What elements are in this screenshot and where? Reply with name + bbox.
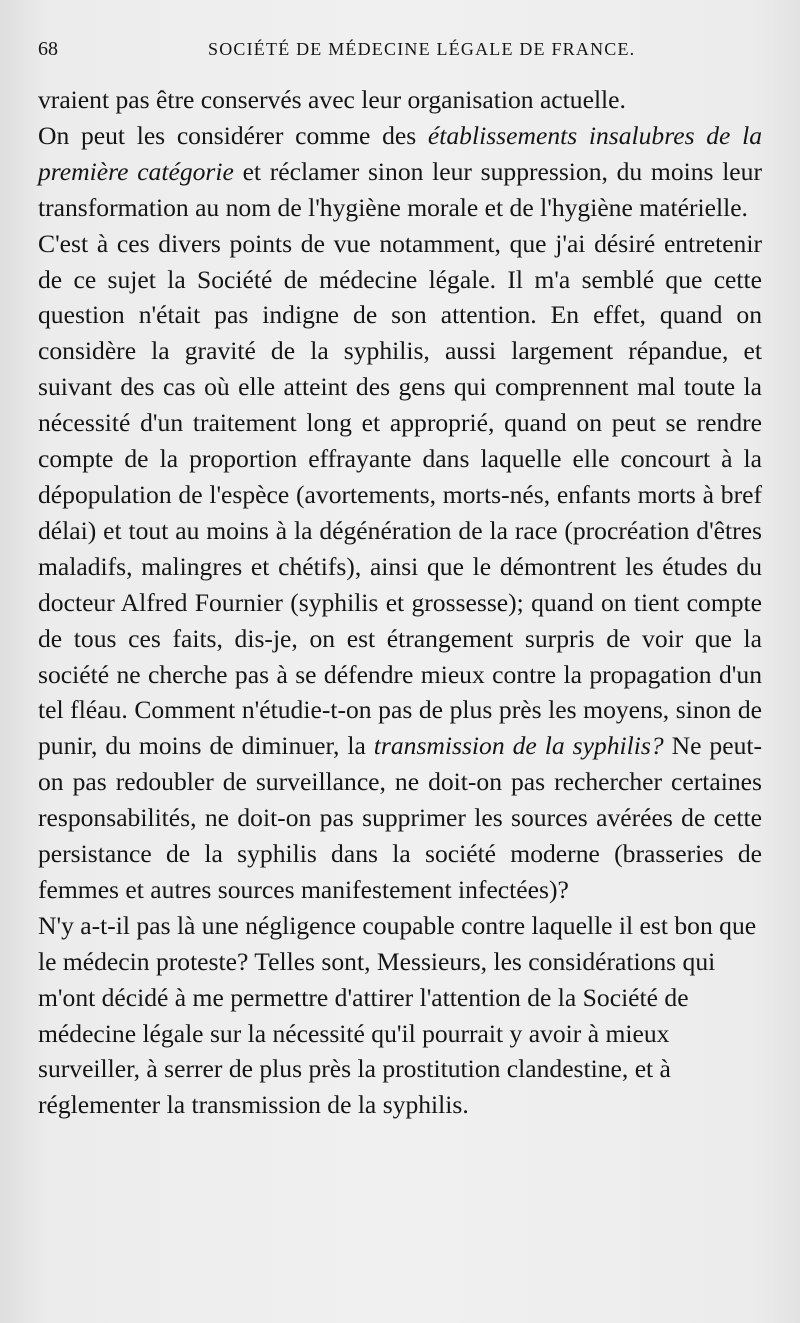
page-header [38, 38, 762, 74]
paragraph-2-text-end: et réclamer sinon leur suppression, du moins leur transformation au nom de l'hygiène morale et de l'hygiène matérielle. [38, 156, 762, 222]
paragraph-3-italic-phrase: transmission de la syphilis? [373, 731, 664, 761]
running-title: SOCIÉTÉ DE MÉDECINE LÉGALE DE FRANCE. [208, 39, 636, 59]
page-number: 68 [38, 38, 58, 60]
paragraph-3-text-end: Ne peut-on pas redoubler de surveillance, ne doit-on pas rechercher certaines responsabilités, ne doit-on pas supprimer les sources avérées de cette persistance de la syphilis dans la société moderne (brasseries de femmes et autres sources manifestement infectées)? [38, 731, 762, 904]
paragraph-4: N'y a-t-il pas là une négligence coupable contre laquelle il est bon que le médecin proteste? Telles sont, Messieurs, les considérations qui m'ont décidé à me permettre d'attirer l'attention de la Société de médecine légale sur la nécessité qu'il pourrait y avoir à mieux surveiller, à serrer de plus près la prostitution clandestine, et à réglementer la transmission de la syphilis. [38, 910, 757, 1120]
paragraph-3-text-start: C'est à ces divers points de vue notamment, que j'ai désiré entretenir de ce sujet la Société de médecine légale. Il m'a semblé que cette question n'était pas indigne de son attention. En effet, quand on considère la gravité de la syphilis, aussi largement répandue, et suivant des cas où elle atteint des gens qui comprennent mal toute la nécessité d'un traitement long et approprié, quand on peut se rendre compte de la proportion effrayante dans laquelle elle concourt à la dépopulation de l'espèce (avortements, morts-nés, enfants morts à bref délai) et tout au moins à la dégénération de la race (procréation d'êtres maladifs, malingres et chétifs), ainsi que le démontrent les études du docteur Alfred Fournier (syphilis et grossesse); quand on tient compte de tous ces faits, dis-je, on est étrangement surpris de voir que la société ne cherche pas à se défendre mieux contre la propagation d'un tel fléau. Comment n'étudie-t-on pas de plus près les moyens, sinon de punir, du moins de diminuer, la [38, 228, 762, 761]
paragraph-3 [38, 226, 762, 908]
paragraph-2-text-start: On peut les considérer comme des [38, 120, 428, 150]
body-text [38, 82, 762, 1123]
paragraph-2-italic-phrase: établissements insalubres de la première catégorie [38, 120, 762, 186]
paragraph-1: vraient pas être conservés avec leur organisation actuelle. [38, 85, 626, 114]
paragraph-2 [38, 118, 762, 226]
